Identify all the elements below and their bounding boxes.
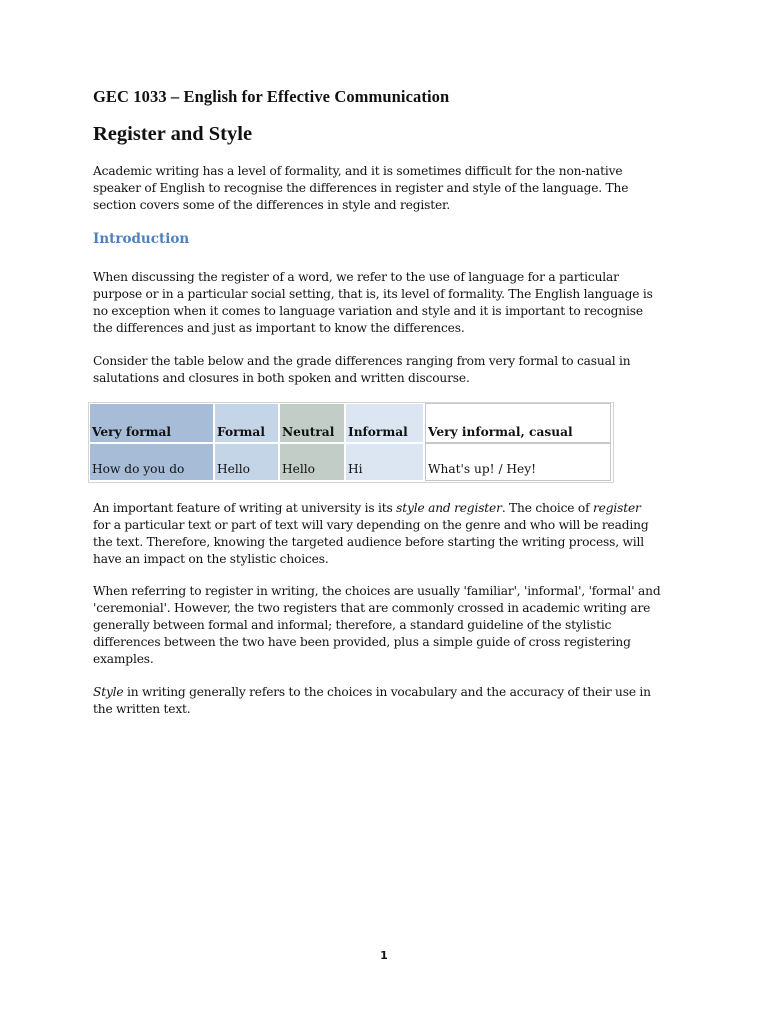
italic-phrase: style and register <box>396 501 502 515</box>
paragraph-line <box>93 684 683 701</box>
page-number: 1 <box>380 949 388 962</box>
text-run: in writing generally refers to the choices in vocabulary and the accuracy of their use in <box>123 685 651 699</box>
paragraph-line: When referring to register in writing, the choices are usually 'familiar', 'informal', 'formal' and <box>93 584 661 598</box>
paragraph-line <box>93 500 683 517</box>
table-cell: Hello <box>279 443 345 481</box>
paragraph-line: 'ceremonial'. However, the two registers that are commonly crossed in academic writing are <box>93 601 651 615</box>
paragraph-line: generally between formal and informal; therefore, a standard guideline of the stylistic <box>93 618 612 632</box>
paragraph-line: the written text. <box>93 702 191 716</box>
paragraph-line: no exception when it comes to language variation and style and it is important to recognise <box>93 304 643 318</box>
table-cell: How do you do <box>89 443 214 481</box>
italic-word: Style <box>93 685 124 699</box>
paragraph-line: When discussing the register of a word, we refer to the use of language for a particular <box>93 270 619 284</box>
text-run: . The choice of <box>501 501 593 515</box>
style-definition-paragraph <box>93 684 683 718</box>
table-cell: Hello <box>214 443 279 481</box>
text-run: An important feature of writing at university is its <box>93 501 397 515</box>
paragraph-line: have an impact on the stylistic choices. <box>93 552 329 566</box>
register-table <box>89 403 613 482</box>
paragraph-line: the text. Therefore, knowing the targeted audience before starting the writing process, will <box>93 535 645 549</box>
course-title: GEC 1033 – English for Effective Communication <box>93 87 450 106</box>
paragraph-line: speaker of English to recognise the differences in register and style of the language. The <box>93 181 629 195</box>
paragraph-line: section covers some of the differences in style and register. <box>93 198 451 212</box>
table-cell: What's up! / Hey! <box>425 443 611 481</box>
table-header-cell: Neutral <box>279 403 345 443</box>
table-header-cell: Very formal <box>89 403 214 443</box>
paragraph-line: Consider the table below and the grade differences ranging from very formal to casual in <box>93 354 631 368</box>
table-header-cell: Informal <box>345 403 424 443</box>
paragraph-line: the differences and just as important to know the differences. <box>93 321 465 335</box>
paragraph-line: examples. <box>93 652 154 666</box>
paragraph-line: salutations and closures in both spoken and written discourse. <box>93 371 470 385</box>
style-register-paragraph <box>93 500 683 568</box>
page-title: Register and Style <box>93 123 253 145</box>
paragraph-line: Academic writing has a level of formality, and it is sometimes difficult for the non-native <box>93 164 623 178</box>
table-intro-paragraph <box>93 353 683 387</box>
paragraph-line: for a particular text or part of text will vary depending on the genre and who will be reading <box>93 518 649 532</box>
table-cell: Hi <box>345 443 424 481</box>
paragraph-line: differences between the two have been provided, plus a simple guide of cross registering <box>93 635 631 649</box>
table-header-cell: Very informal, casual <box>425 403 611 443</box>
registers-in-writing-paragraph <box>93 583 683 668</box>
table-header-cell: Formal <box>214 403 279 443</box>
italic-phrase: register <box>592 501 641 515</box>
register-definition-paragraph <box>93 269 683 337</box>
section-heading-introduction: Introduction <box>93 231 190 247</box>
intro-paragraph <box>93 163 683 214</box>
paragraph-line: purpose or in a particular social setting, that is, its level of formality. The English language is <box>93 287 653 301</box>
